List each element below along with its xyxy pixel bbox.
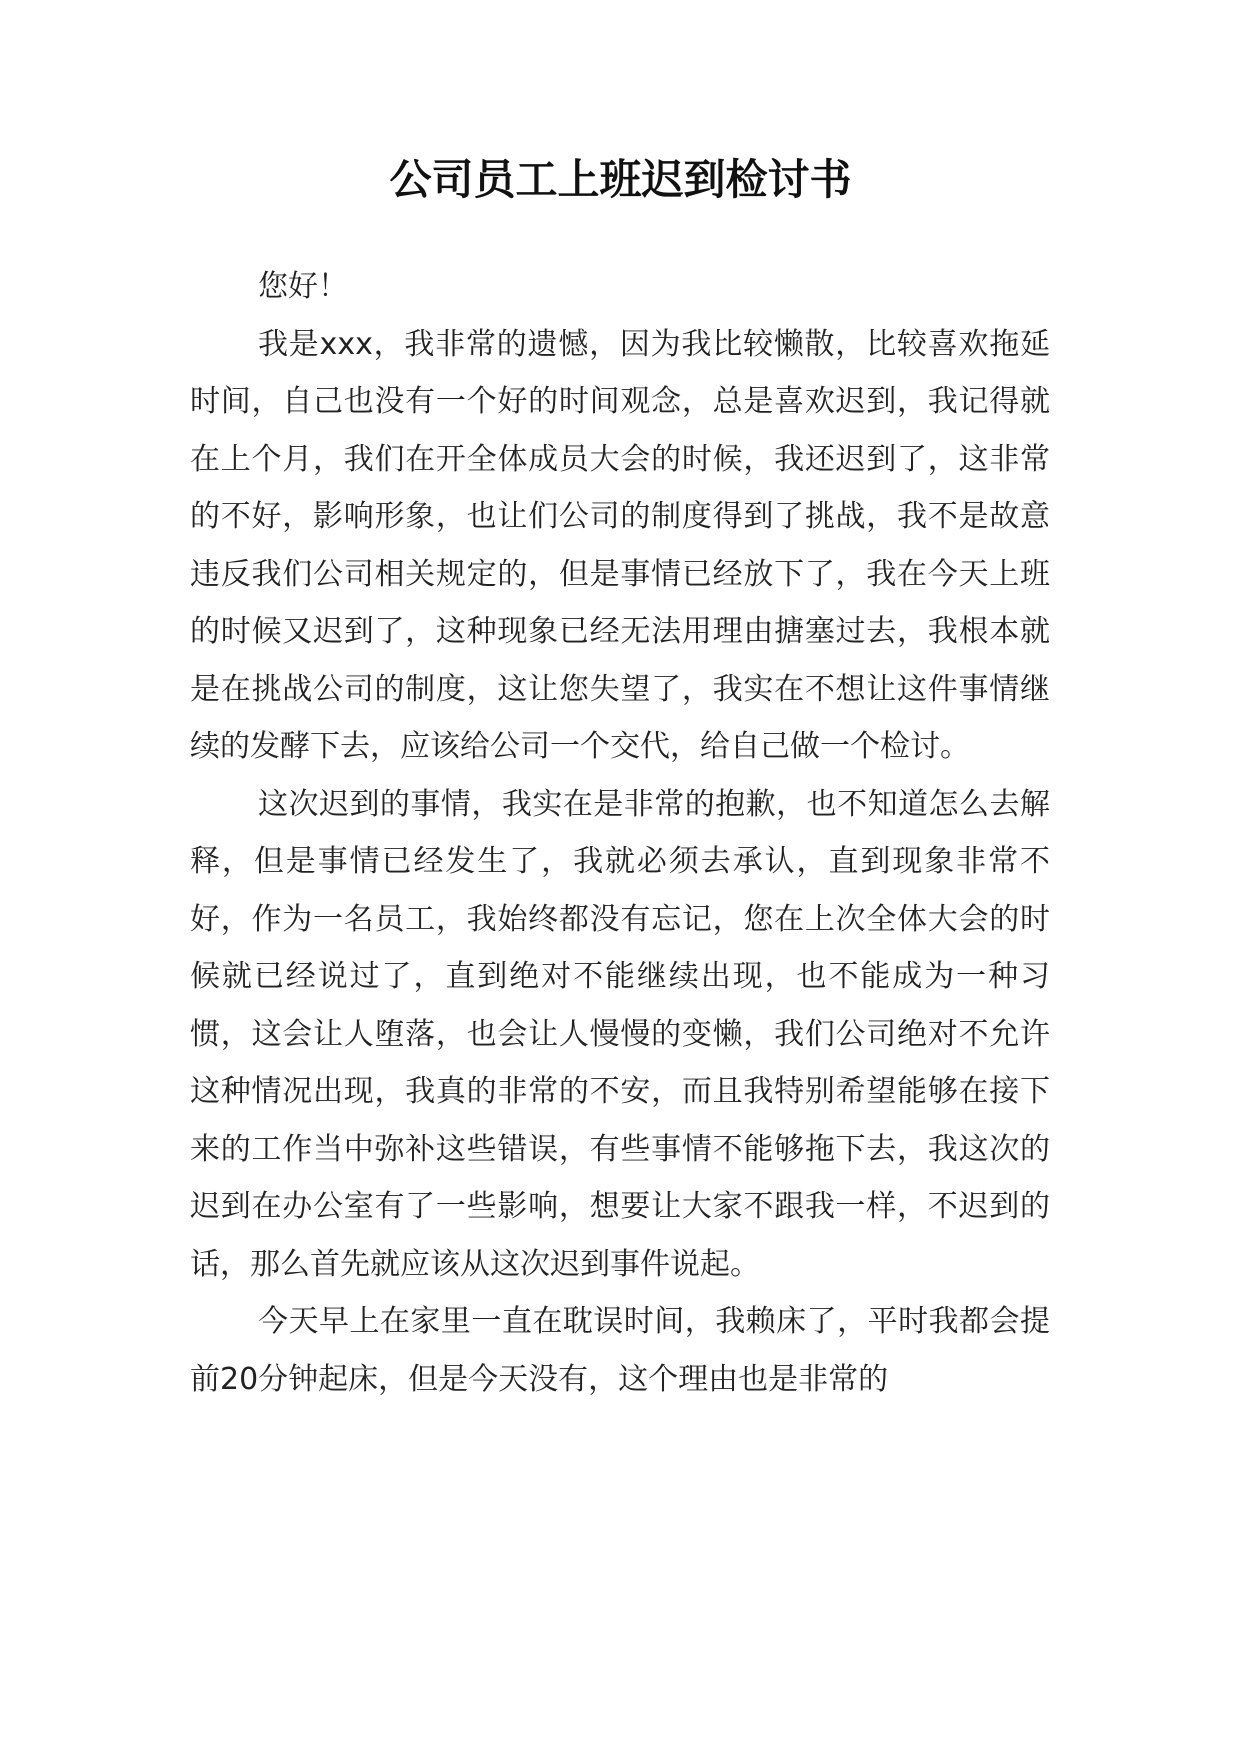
greeting: 您好！ bbox=[258, 269, 348, 304]
paragraph-2: 这次迟到的事情，我实在是非常的抱歉，也不知道怎么去解释，但是事情已经发生了，我就必须去承认，直到现象非常不好，作为一名员工，我始终都没有忘记，您在上次全体大会的时候就已经说过了，直到绝对不能继续出现，也不能成为一种习惯，这会让人堕落，也会让人慢慢的变懒，我们公司绝对不允许这种情况出现，我真的非常的不安，而且我特别希望能够在接下来的工作当中弥补这些错误，有些事情不能够拖下去，我这次的迟到在办公室有了一些影响，想要让大家不跟我一样，不迟到的话，那么首先就应该从这次迟到事件说起。 bbox=[190, 786, 1050, 1282]
document-body bbox=[190, 258, 1050, 1408]
paragraph-1: 我是xxx，我非常的遗憾，因为我比较懒散，比较喜欢拖延时间，自己也没有一个好的时间观念，总是喜欢迟到，我记得就在上个月，我们在开全体成员大会的时候，我还迟到了，这非常的不好，影响形象，也让们公司的制度得到了挑战，我不是故意违反我们公司相关规定的，但是事情已经放下了，我在今天上班的时候又迟到了，这种现象已经无法用理由搪塞过去，我根本就是在挑战公司的制度，这让您失望了，我实在不想让这件事情继续的发酵下去，应该给公司一个交代，给自己做一个检讨。 bbox=[190, 326, 1050, 764]
document-title: 公司员工上班迟到检讨书 bbox=[389, 155, 852, 204]
paragraph-3: 今天早上在家里一直在耽误时间，我赖床了，平时我都会提前20分钟起床，但是今天没有，这个理由也是非常的 bbox=[190, 1304, 1050, 1397]
